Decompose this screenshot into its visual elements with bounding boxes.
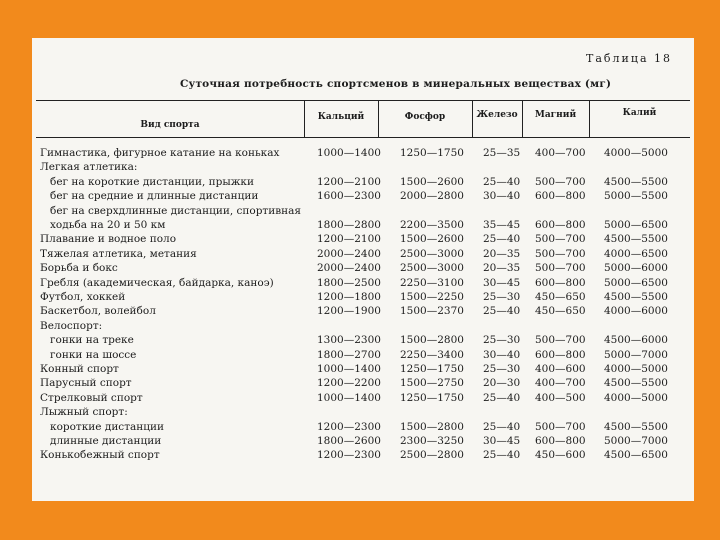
iron-value: 25—30 (483, 363, 521, 375)
sport-name: Гимнастика, фигурное катание на коньках (40, 147, 280, 159)
sport-name: Тяжелая атлетика, метания (40, 247, 197, 260)
calcium-value: 1200—2200 (317, 377, 381, 390)
potassium-value: 4000—5000 (604, 147, 668, 159)
magnesium-value: 400—700 (535, 147, 586, 159)
iron-value: 20—30 (483, 377, 521, 390)
calcium-value: 1200—2100 (317, 233, 381, 246)
iron-value: 25—40 (483, 420, 521, 433)
phosphorus-value: 1500—2800 (400, 334, 464, 347)
phosphorus-value: 1500—2600 (400, 175, 464, 188)
phosphorus-value: 2500—3000 (400, 247, 464, 260)
header-phosphorus: Фосфор (404, 112, 446, 122)
phosphorus-value: 1500—2800 (400, 420, 464, 433)
calcium-value: 1000—1400 (317, 363, 381, 375)
phosphorus-value: 2200—3500 (400, 219, 464, 231)
iron-value: 35—45 (483, 219, 521, 231)
sport-name: Борьба и бокс (40, 262, 118, 275)
potassium-value: 4500—6500 (604, 449, 668, 462)
potassium-value: 5000—6500 (604, 276, 668, 289)
phosphorus-value: 2250—3100 (400, 276, 464, 289)
iron-value: 30—40 (483, 190, 521, 203)
phosphorus-value: 1250—1750 (400, 147, 464, 159)
potassium-value: 4500—5500 (604, 377, 668, 390)
iron-value: 25—30 (483, 334, 521, 347)
phosphorus-value: 1500—2370 (400, 305, 464, 318)
magnesium-value: 500—700 (535, 233, 586, 246)
sport-name: бег на сверхдлинные дистанции, спортивная (50, 204, 302, 217)
iron-value: 25—40 (483, 175, 521, 188)
calcium-value: 1800—2500 (317, 276, 381, 289)
sport-name: бег на короткие дистанции, прыжки (50, 175, 254, 188)
iron-value: 20—35 (483, 247, 521, 260)
sport-name: Плавание и водное поло (40, 233, 177, 246)
calcium-value: 1800—2800 (317, 219, 381, 231)
magnesium-value: 450—650 (535, 305, 586, 318)
header-bottom-rule (36, 137, 690, 138)
iron-value: 30—45 (483, 276, 521, 289)
phosphorus-value: 1500—2750 (400, 377, 464, 390)
magnesium-value: 500—700 (535, 420, 586, 433)
potassium-value: 5000—7000 (604, 435, 668, 447)
sport-name: Конькобежный спорт (40, 449, 160, 462)
potassium-value: 4500—5500 (604, 233, 668, 246)
calcium-value: 1200—1900 (317, 305, 381, 318)
phosphorus-value: 2300—3250 (400, 435, 464, 447)
phosphorus-value: 1250—1750 (400, 363, 464, 375)
iron-value: 20—35 (483, 262, 521, 275)
sport-name: гонки на шоссе (50, 348, 137, 361)
header-iron: Железо (476, 110, 518, 120)
potassium-value: 4000—5000 (604, 363, 668, 375)
header-top-rule (36, 100, 690, 101)
column-divider (589, 100, 590, 137)
iron-value: 25—40 (483, 305, 521, 318)
magnesium-value: 500—700 (535, 175, 586, 188)
sport-name: Легкая атлетика: (40, 161, 138, 174)
magnesium-value: 600—800 (535, 276, 586, 289)
potassium-value: 5000—6500 (604, 219, 668, 231)
magnesium-value: 400—700 (535, 377, 586, 390)
header-calcium: Кальций (317, 112, 365, 122)
magnesium-value: 500—700 (535, 262, 586, 275)
sport-name: короткие дистанции (50, 420, 165, 433)
table-number: Таблица 18 (586, 52, 672, 65)
potassium-value: 4500—5500 (604, 175, 668, 188)
header-sport: Вид спорта (140, 120, 200, 130)
potassium-value: 4000—6000 (604, 305, 668, 318)
magnesium-value: 600—800 (535, 190, 586, 203)
sport-name: бег на средние и длинные дистанции (50, 190, 259, 203)
phosphorus-value: 1500—2250 (400, 291, 464, 303)
header-potassium: Калий (622, 108, 657, 118)
magnesium-value: 600—800 (535, 219, 586, 231)
magnesium-value: 500—700 (535, 247, 586, 260)
sport-name: гонки на треке (50, 334, 134, 347)
phosphorus-value: 1500—2600 (400, 233, 464, 246)
iron-value: 25—40 (483, 233, 521, 246)
potassium-value: 5000—6000 (604, 262, 668, 275)
calcium-value: 1600—2300 (317, 190, 381, 203)
phosphorus-value: 2500—2800 (400, 449, 464, 462)
potassium-value: 4500—5500 (604, 420, 668, 433)
sport-name: длинные дистанции (50, 435, 162, 447)
sport-name: Лыжный спорт: (40, 406, 128, 419)
calcium-value: 1200—2300 (317, 420, 381, 433)
sport-name: Баскетбол, волейбол (40, 305, 156, 318)
sport-name: ходьба на 20 и 50 км (50, 219, 166, 231)
potassium-value: 4500—5500 (604, 291, 668, 303)
sport-name: Велоспорт: (40, 319, 103, 332)
phosphorus-value: 1250—1750 (400, 391, 464, 404)
calcium-value: 1000—1400 (317, 147, 381, 159)
calcium-value: 1800—2600 (317, 435, 381, 447)
potassium-value: 4500—6000 (604, 334, 668, 347)
magnesium-value: 400—500 (535, 391, 586, 404)
calcium-value: 1800—2700 (317, 348, 381, 361)
potassium-value: 4000—5000 (604, 391, 668, 404)
magnesium-value: 500—700 (535, 334, 586, 347)
table-title: Суточная потребность спортсменов в минеральных веществах (мг) (180, 78, 612, 90)
calcium-value: 1200—1800 (317, 291, 381, 303)
magnesium-value: 400—600 (535, 363, 586, 375)
calcium-value: 1200—2100 (317, 175, 381, 188)
iron-value: 25—40 (483, 449, 521, 462)
potassium-value: 5000—5500 (604, 190, 668, 203)
iron-value: 30—45 (483, 435, 521, 447)
potassium-value: 4000—6500 (604, 247, 668, 260)
document-page (32, 38, 694, 501)
calcium-value: 1200—2300 (317, 449, 381, 462)
phosphorus-value: 2000—2800 (400, 190, 464, 203)
iron-value: 25—40 (483, 391, 521, 404)
sport-name: Парусный спорт (40, 377, 132, 390)
calcium-value: 1300—2300 (317, 334, 381, 347)
calcium-value: 1000—1400 (317, 391, 381, 404)
header-magnesium: Магний (534, 110, 577, 120)
calcium-value: 2000—2400 (317, 262, 381, 275)
iron-value: 30—40 (483, 348, 521, 361)
magnesium-value: 450—650 (535, 291, 586, 303)
iron-value: 25—30 (483, 291, 521, 303)
sport-name: Гребля (академическая, байдарка, каноэ) (40, 276, 274, 289)
magnesium-value: 600—800 (535, 435, 586, 447)
iron-value: 25—35 (483, 147, 521, 159)
magnesium-value: 600—800 (535, 348, 586, 361)
magnesium-value: 450—600 (535, 449, 586, 462)
potassium-value: 5000—7000 (604, 348, 668, 361)
sport-name: Конный спорт (40, 363, 119, 375)
sport-name: Стрелковый спорт (40, 391, 143, 404)
sport-name: Футбол, хоккей (40, 291, 126, 303)
phosphorus-value: 2500—3000 (400, 262, 464, 275)
phosphorus-value: 2250—3400 (400, 348, 464, 361)
calcium-value: 2000—2400 (317, 247, 381, 260)
